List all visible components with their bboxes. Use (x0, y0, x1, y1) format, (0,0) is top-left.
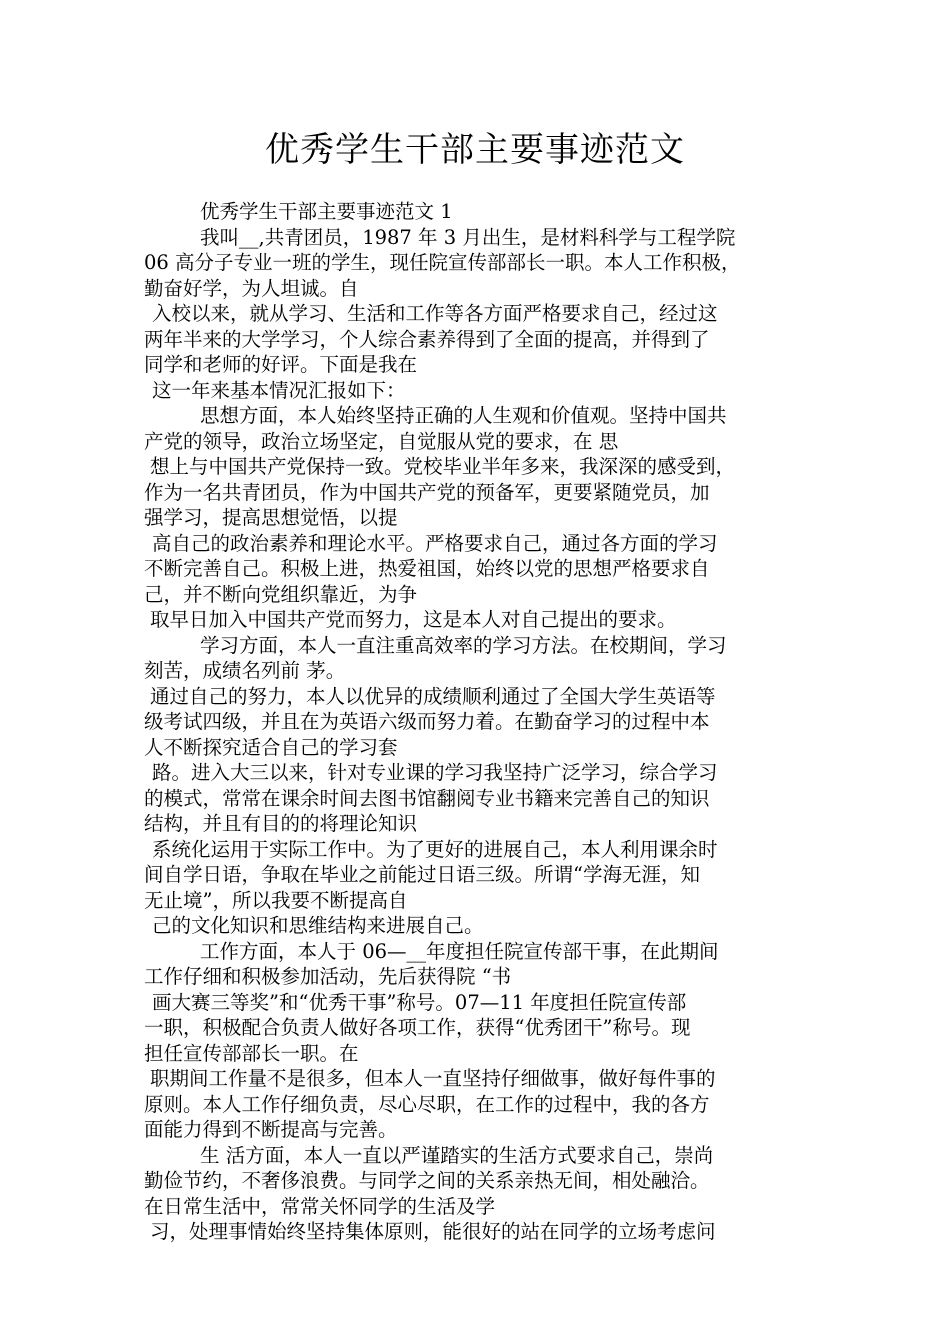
body-line: 产党的领导，政治立场坚定，自觉服从党的要求，在 思 (144, 429, 619, 453)
body-line: 己的文化知识和思维结构来进展自己。 (152, 914, 484, 937)
body-line: 系统化运用于实际工作中。为了更好的进展自己，本人利用课余时 (152, 837, 718, 861)
body-line: 一职，积极配合负责人做好各项工作，获得“优秀团干”称号。现 (144, 1016, 691, 1039)
body-line: 不断完善自己。积极上进，热爱祖国，始终以党的思想严格要求自 (144, 557, 710, 580)
body-line: 高自己的政治素养和理论水平。严格要求自己，通过各方面的学习 (152, 531, 718, 555)
body-line: 人不断探究适合自己的学习套 (144, 735, 398, 759)
document-body (144, 199, 808, 1245)
body-line: 担任宣传部部长一职。在 (144, 1041, 359, 1065)
body-line: 面能力得到不断提高与完善。 (144, 1118, 398, 1141)
body-line: 结构，并且有目的的将理论知识 (144, 812, 418, 835)
body-line: 这一年来基本情况汇报如下： (152, 378, 406, 402)
body-line: 刻苦，成绩名列前 茅。 (144, 659, 346, 682)
document-title: 优秀学生干部主要事迹范文 (265, 130, 685, 170)
body-line: 工作仔细和积极参加活动，先后获得院 “书 (144, 965, 512, 988)
body-line: 同学和老师的好评。下面是我在 (144, 353, 418, 376)
body-line: 路。进入大三以来，针对专业课的学习我坚持广泛学习，综合学习 (152, 761, 718, 784)
body-line: 的模式，常常在课余时间去图书馆翻阅专业书籍来完善自己的知识 (144, 786, 710, 810)
body-line: 强学习，提高思想觉悟，以提 (144, 506, 398, 529)
body-line: 工作方面，本人于 06—__年度担任院宣传部干事，在此期间 (200, 939, 719, 963)
body-line: 通过自己的努力，本人以优异的成绩顺利通过了全国大学生英语等 (150, 684, 716, 708)
body-line: 我叫__,共青团员，1987 年 3 月出生，是材料科学与工程学院 (200, 225, 736, 249)
body-line: 原则。本人工作仔细负责，尽心尽职，在工作的过程中，我的各方 (144, 1092, 710, 1116)
body-line: 无止境”，所以我要不断提高自 (144, 888, 408, 912)
body-line: 两年半来的大学学习，个人综合素养得到了全面的提高，并得到了 (144, 327, 710, 351)
body-line: 习，处理事情始终坚持集体原则，能很好的站在同学的立场考虑问 (150, 1220, 716, 1243)
body-line: 优秀学生干部主要事迹范文 1 (200, 200, 453, 223)
body-line: 间自学日语，争取在毕业之前能过日语三级。所谓“学海无涯，知 (144, 863, 700, 886)
body-line: 06 高分子专业一班的学生，现任院宣传部部长一职。本人工作积极， (144, 251, 741, 274)
body-line: 级考试四级，并且在为英语六级而努力着。在勤奋学习的过程中本 (144, 710, 710, 733)
body-line: 生 活方面，本人一直以严谨踏实的生活方式要求自己，崇尚 (200, 1143, 714, 1167)
body-line: 勤奋好学，为人坦诚。自 (144, 276, 359, 300)
body-line: 画大赛三等奖”和“优秀干事”称号。07—11 年度担任院宣传部 (152, 990, 687, 1014)
body-line: 己，并不断向党组织靠近，为争 (144, 582, 418, 606)
body-line: 学习方面，本人一直注重高效率的学习方法。在校期间，学习 (200, 633, 727, 657)
body-line: 取早日加入中国共产党而努力，这是本人对自己提出的要求。 (150, 608, 677, 631)
body-line: 作为一名共青团员，作为中国共产党的预备军，更要紧随党员，加 (144, 480, 710, 504)
body-line: 职期间工作量不是很多，但本人一直坚持仔细做事，做好每件事的 (150, 1067, 716, 1090)
body-line: 入校以来，就从学习、生活和工作等各方面严格要求自己，经过这 (152, 302, 718, 325)
body-line: 在日常生活中，常常关怀同学的生活及学 (144, 1194, 496, 1218)
body-line: 想上与中国共产党保持一致。党校毕业半年多来，我深深的感受到， (150, 455, 736, 478)
body-line: 思想方面，本人始终坚持正确的人生观和价值观。坚持中国共 (200, 404, 727, 427)
body-line: 勤俭节约，不奢侈浪费。与同学之间的关系亲热无间，相处融洽。 (144, 1169, 710, 1192)
